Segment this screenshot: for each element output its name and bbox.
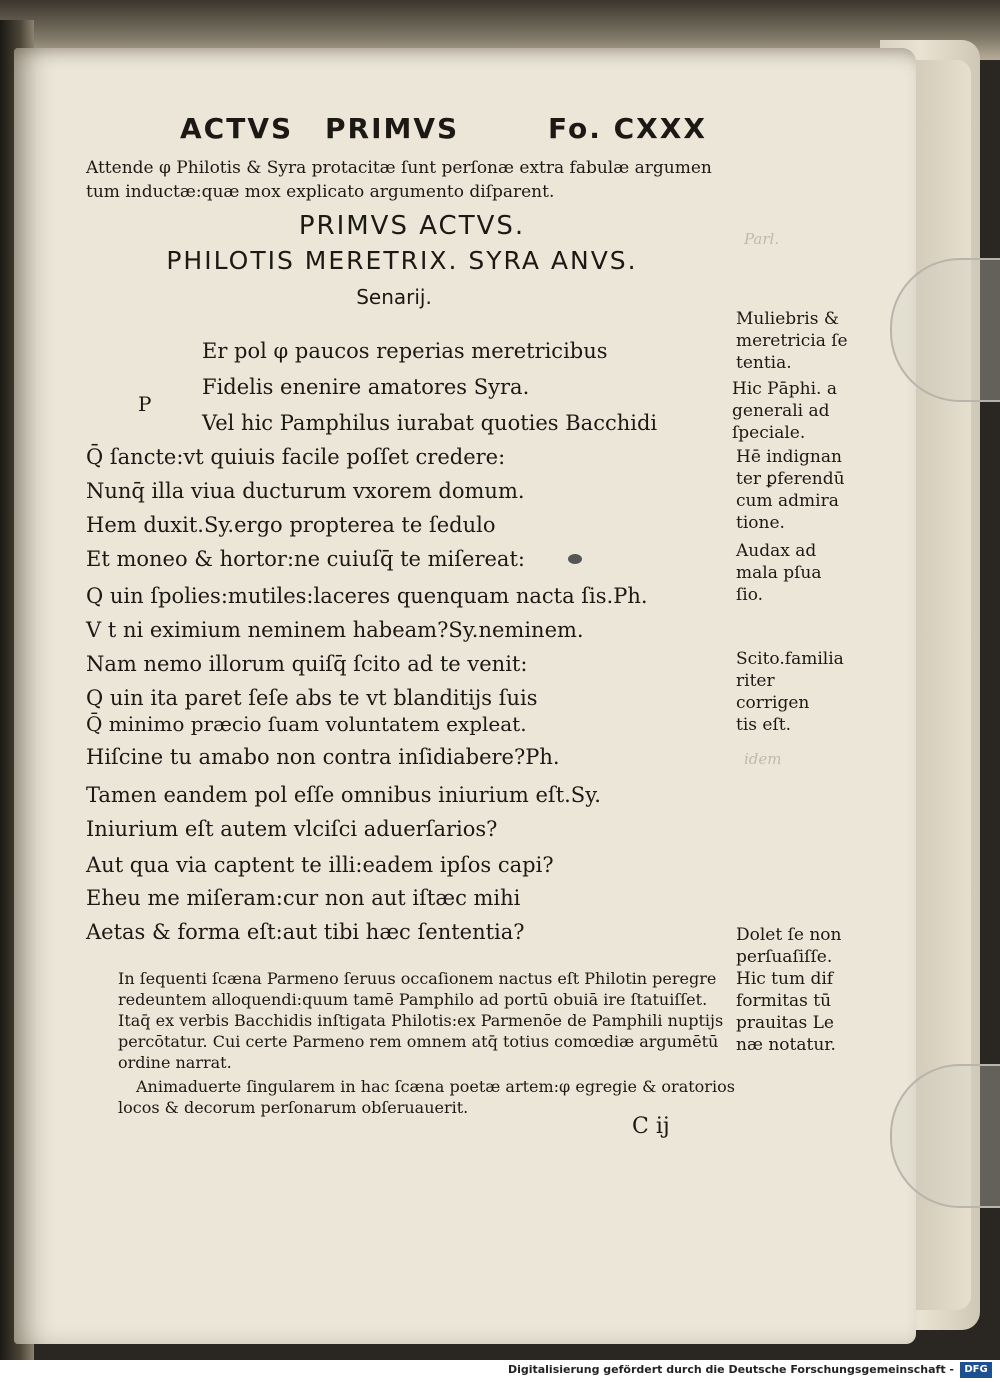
verse-line: Er pol φ paucos reperias meretricibus [202,339,608,363]
margin-note-line: næ notatur. [736,1035,836,1055]
bleed-through-text: Parl. [744,230,780,248]
running-head [180,112,707,145]
margin-note-line: tis eſt. [736,715,791,735]
folio-number: Fo. CXXX [548,112,707,145]
commentary-paragraph [118,1076,763,1118]
margin-note-line: ſio. [736,585,764,605]
commentary-line: Animaduerte ſingularem in hac ſcæna poetæ artem:φ egregie & oratorios [136,1077,735,1096]
verse-line: Nunq̄ illa viua ducturum vxorem domum. [86,479,525,503]
margin-note-line: generali ad [732,401,830,421]
verse-line: V t ni eximium neminem habeam?Sy.neminem. [86,618,584,642]
verse-line: Hiſcine tu amabo non contra inſidiabere?Ph. [86,745,560,769]
commentary-line: Itaq̄ ex verbis Bacchidis inſtigata Philotis:ex Parmenōe de Pamphili nuptijs [118,1011,724,1030]
verse-line: Aut qua via captent te illi:eadem ipſos capi? [86,853,554,877]
margin-note-line: Hē indignan [736,447,842,467]
margin-note [732,378,847,444]
verse-line: Iniurium eſt autem vlciſci aduerſarios? [86,817,498,841]
intro-paragraph [86,156,736,204]
commentary-line: locos & decorum perſonarum obſeruauerit. [118,1098,469,1117]
verse-line: Nam nemo illorum quiſq̄ ſcito ad te venit: [86,652,528,676]
margin-note-line: cum admira [736,491,839,511]
verse-line: Q uin ſpolies:mutiles:laceres quenquam nacta ſis.Ph. [86,584,648,608]
commentary-line: ordine narrat. [118,1053,232,1072]
commentary-paragraph [118,968,763,1073]
margin-note-line: Hic Pāphi. a [732,379,837,399]
signature-mark: C ij [632,1114,670,1139]
verse-line: Vel hic Pamphilus iurabat quoties Bacchidi [202,411,658,435]
margin-note-line: Muliebris & [736,309,839,329]
persons-heading: PHILOTIS MERETRIX. SYRA ANVS. [166,246,638,275]
verse-line: Q̄ ſancte:vt quiuis facile poſſet credere: [86,445,506,469]
commentary-line: percōtatur. Cui certe Parmeno rem omnem atq̄ totius comœdiæ argumētū [118,1032,719,1051]
margin-note-line: prauitas Le [736,1013,834,1033]
intro-line: tum inductæ:quæ mox explicato argumento diſparent. [86,182,555,202]
margin-note-line: Scito.familia [736,649,844,669]
running-head-primus: PRIMVS [325,112,460,145]
margin-note-line: mala pſua [736,563,822,583]
verse-line: Q uin ita paret ſeſe abs te vt blanditijs ſuis [86,686,538,710]
margin-note [736,446,851,534]
verse-line: Et moneo & hortor:ne cuiuſq̄ te miſereat: [86,547,525,571]
margin-note-line: tentia. [736,353,792,373]
commentary-line: In ſequenti ſcæna Parmeno ſeruus occaſionem nactus eſt Philotin peregre [118,969,717,988]
ink-stain [568,554,582,564]
margin-note [736,540,851,606]
meter-heading: Senarij. [356,285,432,309]
verse-line: Hem duxit.Sy.ergo propterea te ſedulo [86,513,496,537]
footer-bar [0,1360,1000,1382]
margin-note-line: Hic tum dif [736,969,834,989]
funding-credit: Digitalisierung gefördert durch die Deutsche Forschungsgemeinschaft - [507,1363,954,1376]
margin-note-line: ſpeciale. [732,423,806,443]
metal-clip-upper [890,258,1000,402]
guide-initial-letter: P [138,392,152,416]
commentary-line: redeuntem alloquendi:quum tamē Pamphilo ad portū obuiā ire ſtatuiſſet. [118,990,708,1009]
book-page [14,48,916,1344]
margin-note [736,648,851,736]
verse-line: Aetas & forma eſt:aut tibi hæc ſententia? [86,920,525,944]
dfg-logo: DFG [960,1362,992,1378]
margin-note [736,308,851,374]
bleed-through-text: idem [744,750,782,768]
margin-note-line: meretricia ſe [736,331,848,351]
margin-note-line: Audax ad [736,541,817,561]
verse-line: Fidelis enenire amatores Syra. [202,375,530,399]
margin-note-line: ter ꝑferendū [736,469,845,489]
verse-line: Q̄ minimo præcio ſuam voluntatem expleat. [86,712,527,736]
act-heading: PRIMVS ACTVS. [298,211,526,241]
margin-note-line: formitas tū [736,991,832,1011]
margin-note-line: Dolet ſe non [736,925,842,945]
intro-line: Attende φ Philotis & Syra protacitæ ſunt perſonæ extra fabulæ argumen [86,158,712,178]
running-head-actus: ACTVS [180,112,294,145]
margin-note-line: riter corrigen [736,671,810,713]
margin-note-line: perſuaſiſſe. [736,947,833,967]
metal-clip-lower [890,1064,1000,1208]
margin-note-line: tione. [736,513,785,533]
verse-line: Tamen eandem pol eſſe omnibus iniurium eſt.Sy. [86,783,601,807]
verse-line: Eheu me miſeram:cur non aut iſtæc mihi [86,886,521,910]
